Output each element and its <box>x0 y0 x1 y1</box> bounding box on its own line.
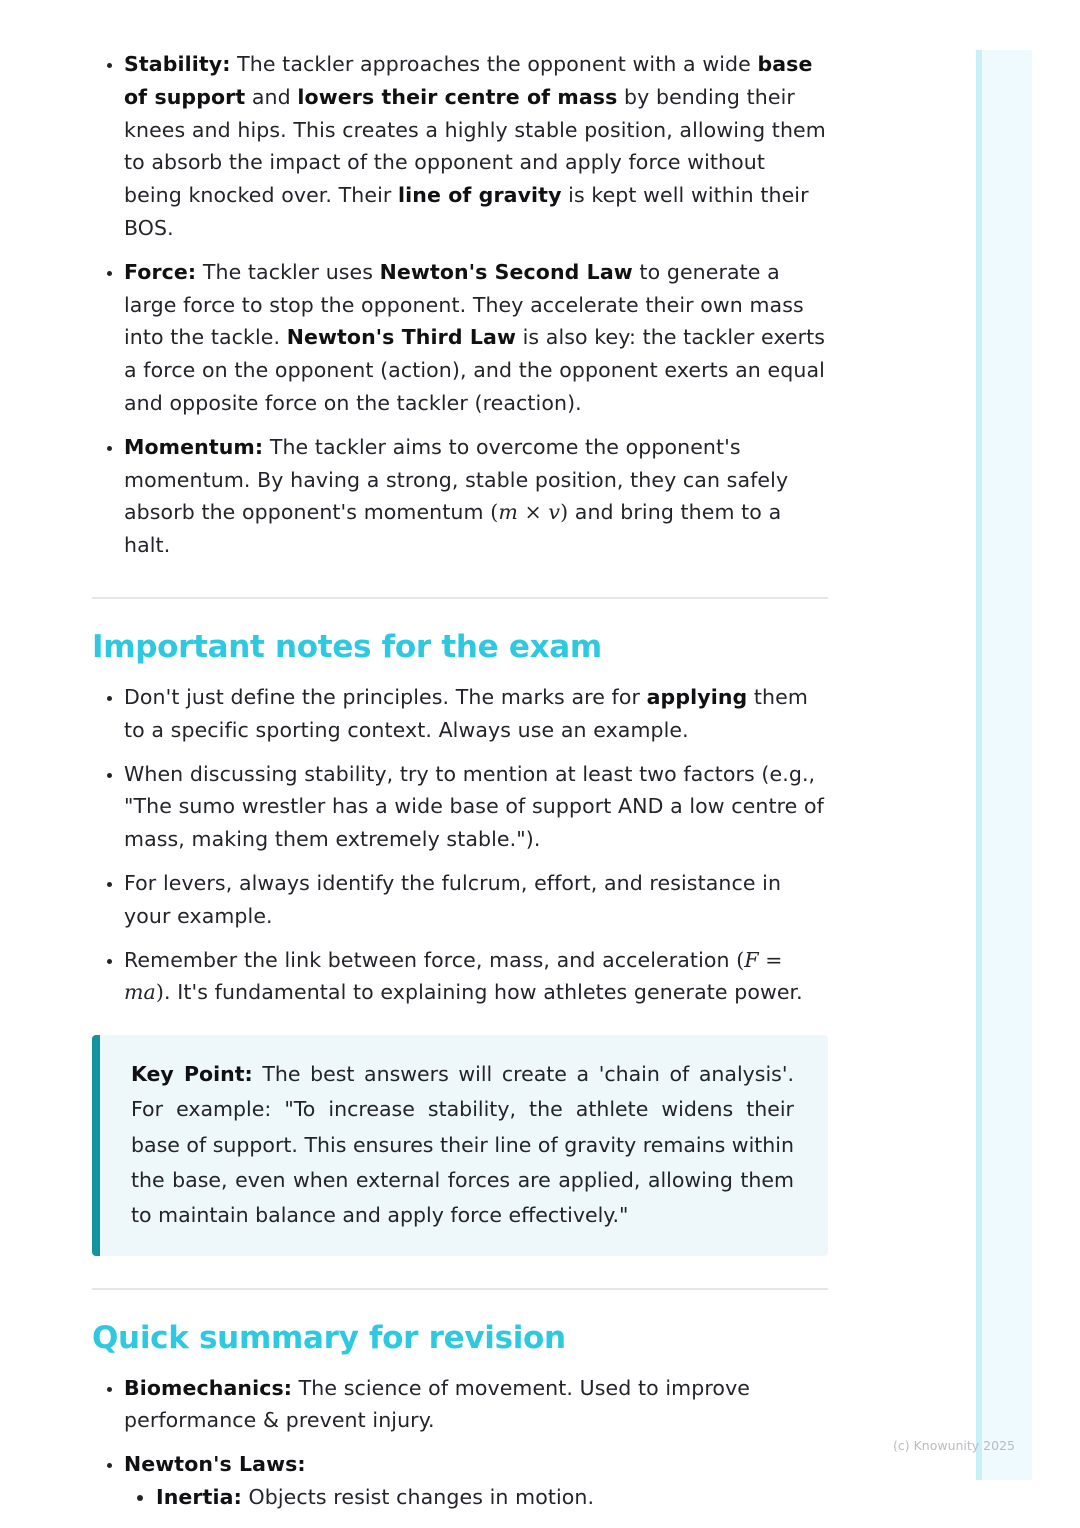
list-item: • When discussing stability, try to mention at least two factors (e.g., "The sumo wrestler has a wide base of support AND a low centre of mass, making them extremely stable."). <box>124 758 828 856</box>
copyright-footer: (c) Knowunity 2025 <box>893 1438 1015 1453</box>
list-item: • For levers, always identify the fulcrum, effort, and resistance in your example. <box>124 867 828 933</box>
summary-heading: Quick summary for revision <box>92 1319 566 1356</box>
newtons-laws-sublist <box>124 1481 828 1514</box>
list-item-stability: • Stability: The tackler approaches the opponent with a wide base of support and lowers their centre of mass by bending their knees and hips. This creates a highly stable position, allowing them to absorb the impact of the opponent and apply force without being knocked over. Their line of gravity is kept well within their BOS. <box>124 48 828 245</box>
momentum-formula: (m × v) <box>490 500 569 525</box>
summary-list <box>92 1372 828 1514</box>
tackle-principles-list <box>92 48 828 562</box>
right-margin-rule <box>976 50 982 1480</box>
list-item: • Don't just define the principles. The marks are for applying them to a specific sporting context. Always use an example. <box>124 681 828 747</box>
list-item: • Remember the link between force, mass, and acceleration (F = ma). It's fundamental to explaining how athletes generate power. <box>124 944 828 1010</box>
sub-list-item-inertia: • Inertia: Objects resist changes in motion. <box>156 1481 828 1514</box>
key-point-callout: Key Point: The best answers will create a 'chain of analysis'. For example: "To increase stability, the athlete widens their base of support. This ensures their line of gravity remains within the base, even when external forces are applied, allowing them to maintain balance and apply force effectively." <box>92 1035 828 1255</box>
exam-notes-heading: Important notes for the exam <box>92 628 602 665</box>
exam-notes-list <box>92 681 828 1009</box>
force-formula: (F = ma) <box>124 947 783 1005</box>
list-item-force: • Force: The tackler uses Newton's Second Law to generate a large force to stop the opponent. They accelerate their own mass into the tackle. Newton's Third Law is also key: the tackler exerts a force on the opponent (action), and the opponent exerts an equal and opposite force on the tackler (reaction). <box>124 256 828 420</box>
page-content <box>92 48 828 1525</box>
right-margin-panel <box>976 50 1032 1480</box>
list-item-newtons-laws: • Newton's Laws: • Inertia: Objects resist changes in motion. <box>124 1448 828 1514</box>
list-item-momentum: • Momentum: The tackler aims to overcome the opponent's momentum. By having a strong, stable position, they can safely absorb the opponent's momentum (m × v) and bring them to a halt. <box>124 431 828 562</box>
list-item-biomechanics: • Biomechanics: The science of movement. Used to improve performance & prevent injury. <box>124 1372 828 1438</box>
